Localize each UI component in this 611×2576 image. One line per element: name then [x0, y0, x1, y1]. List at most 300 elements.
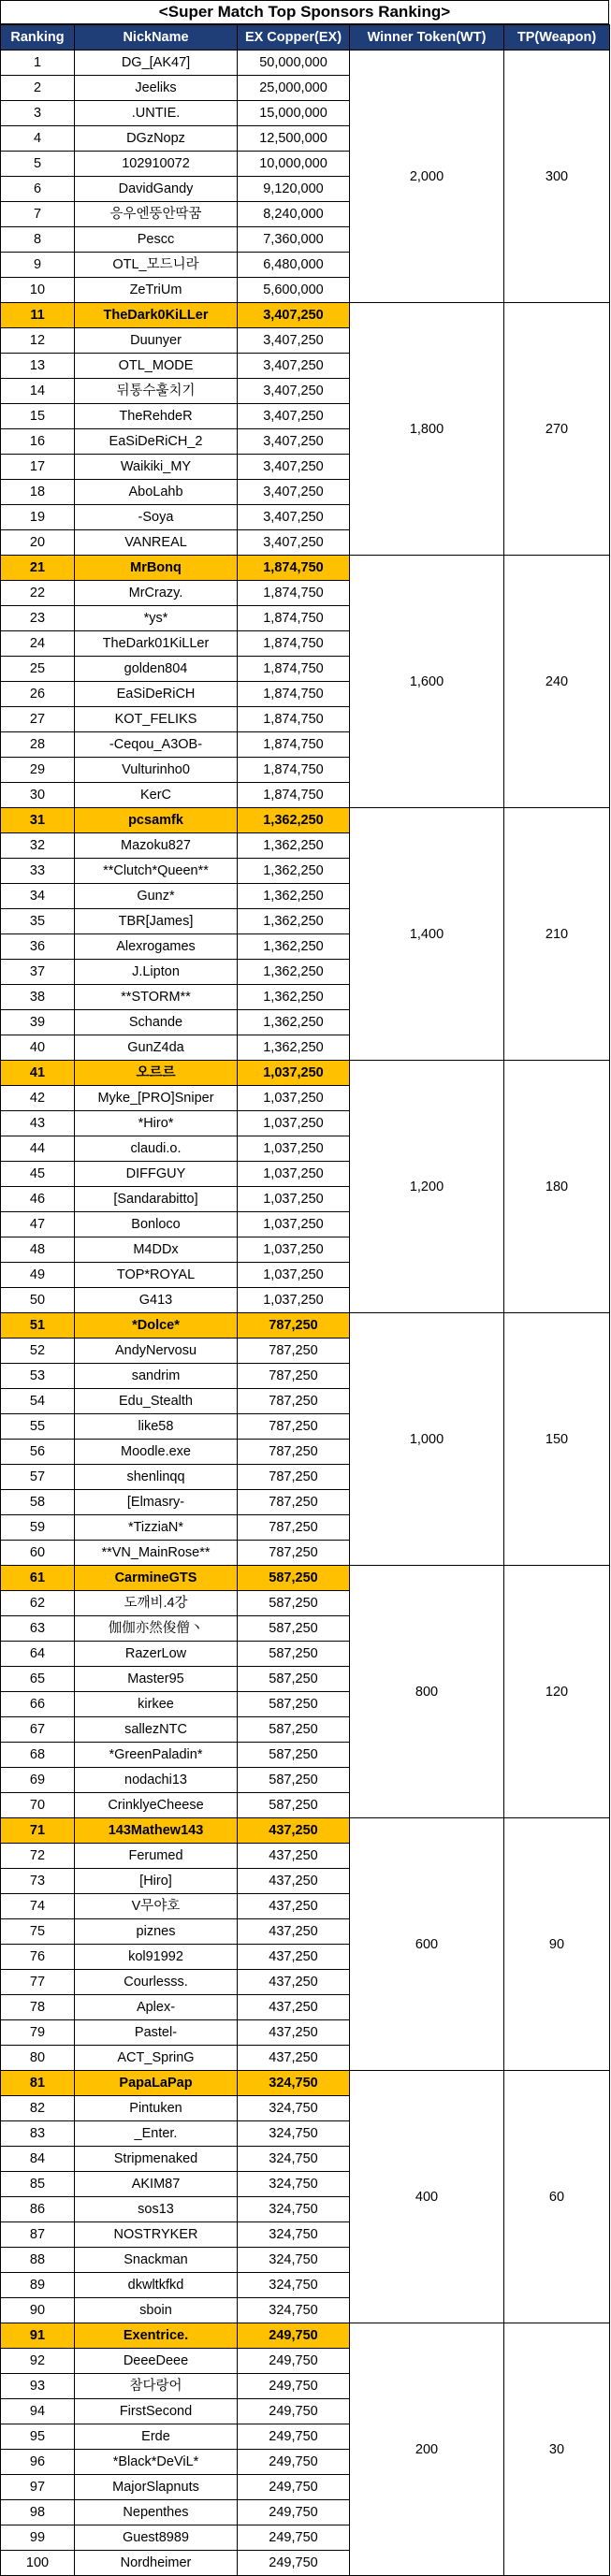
rank-cell: 38: [1, 985, 75, 1010]
rank-cell: 73: [1, 1869, 75, 1894]
winner-token-cell: 200: [350, 2323, 504, 2576]
rank-cell: 69: [1, 1768, 75, 1793]
nickname-cell: *Hiro*: [75, 1111, 238, 1136]
ex-copper-cell: 1,874,750: [238, 783, 350, 808]
nickname-cell: VANREAL: [75, 530, 238, 556]
ex-copper-cell: 249,750: [238, 2374, 350, 2399]
rank-cell: 18: [1, 480, 75, 505]
ex-copper-cell: 324,750: [238, 2121, 350, 2147]
rank-cell: 62: [1, 1591, 75, 1616]
ex-copper-cell: 787,250: [238, 1389, 350, 1414]
nickname-cell: Aplex-: [75, 1995, 238, 2020]
nickname-cell: Moodle.exe: [75, 1440, 238, 1465]
nickname-cell: **Clutch*Queen**: [75, 859, 238, 884]
nickname-cell: **STORM**: [75, 985, 238, 1010]
nickname-cell: TheDark0KiLLer: [75, 303, 238, 328]
winner-token-cell: 1,800: [350, 303, 504, 556]
nickname-cell: Exentrice.: [75, 2323, 238, 2349]
rank-cell: 66: [1, 1692, 75, 1717]
table-row: [1, 2323, 610, 2349]
nickname-cell: FirstSecond: [75, 2399, 238, 2424]
nickname-cell: ACT_SprinG: [75, 2046, 238, 2071]
nickname-cell: TBR[James]: [75, 909, 238, 934]
nickname-cell: KerC: [75, 783, 238, 808]
ex-copper-cell: 1,362,250: [238, 808, 350, 833]
nickname-cell: PapaLaPap: [75, 2071, 238, 2096]
nickname-cell: -Ceqou_A3OB-: [75, 732, 238, 758]
rank-cell: 33: [1, 859, 75, 884]
ex-copper-cell: 1,874,750: [238, 631, 350, 657]
ex-copper-cell: 1,362,250: [238, 833, 350, 859]
ex-copper-cell: 437,250: [238, 2020, 350, 2046]
nickname-cell: CarmineGTS: [75, 1566, 238, 1591]
ex-copper-cell: 324,750: [238, 2071, 350, 2096]
rank-cell: 10: [1, 278, 75, 303]
nickname-cell: M4DDx: [75, 1237, 238, 1263]
rank-cell: 58: [1, 1490, 75, 1515]
nickname-cell: Bonloco: [75, 1212, 238, 1237]
rank-cell: 68: [1, 1743, 75, 1768]
rank-cell: 98: [1, 2500, 75, 2525]
rank-cell: 50: [1, 1288, 75, 1313]
rank-cell: 83: [1, 2121, 75, 2147]
rank-cell: 81: [1, 2071, 75, 2096]
rank-cell: 16: [1, 429, 75, 455]
nickname-cell: .UNTIE.: [75, 101, 238, 126]
nickname-cell: 伽伽亦然俊僧丶: [75, 1616, 238, 1642]
ex-copper-cell: 1,874,750: [238, 581, 350, 606]
rank-cell: 9: [1, 253, 75, 278]
ex-copper-cell: 787,250: [238, 1440, 350, 1465]
ex-copper-cell: 3,407,250: [238, 328, 350, 354]
ex-copper-cell: 3,407,250: [238, 530, 350, 556]
ex-copper-cell: 12,500,000: [238, 126, 350, 152]
rank-cell: 27: [1, 707, 75, 732]
nickname-cell: Pintuken: [75, 2096, 238, 2121]
nickname-cell: Pescc: [75, 227, 238, 253]
ex-copper-cell: 1,874,750: [238, 732, 350, 758]
nickname-cell: *Dolce*: [75, 1313, 238, 1339]
rank-cell: 60: [1, 1541, 75, 1566]
ex-copper-cell: 249,750: [238, 2475, 350, 2500]
ex-copper-cell: 3,407,250: [238, 505, 350, 530]
rank-cell: 39: [1, 1010, 75, 1035]
rank-cell: 8: [1, 227, 75, 253]
nickname-cell: [Elmasry-: [75, 1490, 238, 1515]
rank-cell: 64: [1, 1642, 75, 1667]
nickname-cell: G413: [75, 1288, 238, 1313]
nickname-cell: shenlinqq: [75, 1465, 238, 1490]
nickname-cell: AboLahb: [75, 480, 238, 505]
ex-copper-cell: 1,037,250: [238, 1061, 350, 1086]
nickname-cell: [Hiro]: [75, 1869, 238, 1894]
rank-cell: 74: [1, 1894, 75, 1919]
ex-copper-cell: 3,407,250: [238, 303, 350, 328]
ex-copper-cell: 587,250: [238, 1616, 350, 1642]
nickname-cell: ZeTriUm: [75, 278, 238, 303]
ex-copper-cell: 3,407,250: [238, 404, 350, 429]
ex-copper-cell: 787,250: [238, 1414, 350, 1440]
ex-copper-cell: 324,750: [238, 2197, 350, 2222]
nickname-cell: -Soya: [75, 505, 238, 530]
rank-cell: 42: [1, 1086, 75, 1111]
rank-cell: 11: [1, 303, 75, 328]
table-row: [1, 1566, 610, 1591]
nickname-cell: Snackman: [75, 2248, 238, 2273]
rank-cell: 29: [1, 758, 75, 783]
nickname-cell: EaSiDeRiCH: [75, 682, 238, 707]
rank-cell: 85: [1, 2172, 75, 2197]
nickname-cell: TheDark01KiLLer: [75, 631, 238, 657]
rank-cell: 96: [1, 2450, 75, 2475]
rank-cell: 48: [1, 1237, 75, 1263]
nickname-cell: Mazoku827: [75, 833, 238, 859]
winner-token-cell: 1,400: [350, 808, 504, 1061]
winner-token-cell: 1,200: [350, 1061, 504, 1313]
ex-copper-cell: 437,250: [238, 1995, 350, 2020]
tp-weapon-cell: 240: [504, 556, 610, 808]
nickname-cell: Edu_Stealth: [75, 1389, 238, 1414]
ex-copper-cell: 1,362,250: [238, 1035, 350, 1061]
rank-cell: 43: [1, 1111, 75, 1136]
nickname-cell: Nordheimer: [75, 2551, 238, 2576]
ex-copper-cell: 249,750: [238, 2500, 350, 2525]
tp-weapon-cell: 60: [504, 2071, 610, 2323]
rank-cell: 23: [1, 606, 75, 631]
rank-cell: 5: [1, 152, 75, 177]
rank-cell: 84: [1, 2147, 75, 2172]
nickname-cell: piznes: [75, 1919, 238, 1945]
nickname-cell: Master95: [75, 1667, 238, 1692]
ex-copper-cell: 249,750: [238, 2450, 350, 2475]
rank-cell: 45: [1, 1162, 75, 1187]
rank-cell: 7: [1, 202, 75, 227]
ex-copper-cell: 25,000,000: [238, 76, 350, 101]
rank-cell: 88: [1, 2248, 75, 2273]
nickname-cell: Pastel-: [75, 2020, 238, 2046]
ex-copper-cell: 1,874,750: [238, 606, 350, 631]
rank-cell: 67: [1, 1717, 75, 1743]
ex-copper-cell: 787,250: [238, 1465, 350, 1490]
rank-cell: 13: [1, 354, 75, 379]
ex-copper-cell: 249,750: [238, 2349, 350, 2374]
rank-cell: 14: [1, 379, 75, 404]
nickname-cell: _Enter.: [75, 2121, 238, 2147]
rank-cell: 34: [1, 884, 75, 909]
winner-token-cell: 1,000: [350, 1313, 504, 1566]
nickname-cell: kol91992: [75, 1945, 238, 1970]
tp-weapon-cell: 210: [504, 808, 610, 1061]
ex-copper-cell: 3,407,250: [238, 429, 350, 455]
nickname-cell: DG_[AK47]: [75, 51, 238, 76]
ex-copper-cell: 787,250: [238, 1364, 350, 1389]
rank-cell: 49: [1, 1263, 75, 1288]
rank-cell: 82: [1, 2096, 75, 2121]
nickname-cell: V무야호: [75, 1894, 238, 1919]
nickname-cell: 143Mathew143: [75, 1818, 238, 1844]
nickname-cell: KOT_FELIKS: [75, 707, 238, 732]
ex-copper-cell: 6,480,000: [238, 253, 350, 278]
rank-cell: 56: [1, 1440, 75, 1465]
nickname-cell: sos13: [75, 2197, 238, 2222]
ex-copper-cell: 324,750: [238, 2248, 350, 2273]
header-winner-token: Winner Token(WT): [350, 25, 504, 51]
nickname-cell: Ferumed: [75, 1844, 238, 1869]
ex-copper-cell: 249,750: [238, 2424, 350, 2450]
rank-cell: 36: [1, 934, 75, 960]
rank-cell: 61: [1, 1566, 75, 1591]
ex-copper-cell: 1,362,250: [238, 859, 350, 884]
ex-copper-cell: 1,037,250: [238, 1263, 350, 1288]
nickname-cell: OTL_모드니라: [75, 253, 238, 278]
ex-copper-cell: 5,600,000: [238, 278, 350, 303]
rank-cell: 12: [1, 328, 75, 354]
rank-cell: 86: [1, 2197, 75, 2222]
tp-weapon-cell: 270: [504, 303, 610, 556]
nickname-cell: like58: [75, 1414, 238, 1440]
rank-cell: 17: [1, 455, 75, 480]
ex-copper-cell: 249,750: [238, 2323, 350, 2349]
tp-weapon-cell: 30: [504, 2323, 610, 2576]
ex-copper-cell: 787,250: [238, 1541, 350, 1566]
nickname-cell: DIFFGUY: [75, 1162, 238, 1187]
ex-copper-cell: 9,120,000: [238, 177, 350, 202]
ex-copper-cell: 1,362,250: [238, 985, 350, 1010]
rank-cell: 72: [1, 1844, 75, 1869]
rank-cell: 78: [1, 1995, 75, 2020]
rank-cell: 54: [1, 1389, 75, 1414]
nickname-cell: TheRehdeR: [75, 404, 238, 429]
ex-copper-cell: 587,250: [238, 1566, 350, 1591]
ex-copper-cell: 1,037,250: [238, 1111, 350, 1136]
rank-cell: 6: [1, 177, 75, 202]
winner-token-cell: 1,600: [350, 556, 504, 808]
ex-copper-cell: 1,037,250: [238, 1237, 350, 1263]
rank-cell: 41: [1, 1061, 75, 1086]
ex-copper-cell: 437,250: [238, 1970, 350, 1995]
nickname-cell: Jeeliks: [75, 76, 238, 101]
nickname-cell: Erde: [75, 2424, 238, 2450]
ex-copper-cell: 1,874,750: [238, 707, 350, 732]
ex-copper-cell: 249,750: [238, 2399, 350, 2424]
rank-cell: 97: [1, 2475, 75, 2500]
nickname-cell: MrBonq: [75, 556, 238, 581]
table-row: [1, 1818, 610, 1844]
ex-copper-cell: 587,250: [238, 1768, 350, 1793]
rank-cell: 76: [1, 1945, 75, 1970]
header-row: [1, 25, 610, 51]
nickname-cell: Nepenthes: [75, 2500, 238, 2525]
ex-copper-cell: 1,874,750: [238, 758, 350, 783]
ex-copper-cell: 324,750: [238, 2096, 350, 2121]
rank-cell: 59: [1, 1515, 75, 1541]
nickname-cell: sboin: [75, 2298, 238, 2323]
table-row: [1, 51, 610, 76]
ex-copper-cell: 3,407,250: [238, 354, 350, 379]
rank-cell: 95: [1, 2424, 75, 2450]
ex-copper-cell: 1,037,250: [238, 1136, 350, 1162]
rank-cell: 22: [1, 581, 75, 606]
nickname-cell: DeeeDeee: [75, 2349, 238, 2374]
nickname-cell: 응우엔뚱안딱꿈: [75, 202, 238, 227]
nickname-cell: sandrim: [75, 1364, 238, 1389]
ex-copper-cell: 437,250: [238, 1945, 350, 1970]
ex-copper-cell: 324,750: [238, 2222, 350, 2248]
rank-cell: 19: [1, 505, 75, 530]
ex-copper-cell: 1,037,250: [238, 1288, 350, 1313]
ex-copper-cell: 15,000,000: [238, 101, 350, 126]
rank-cell: 75: [1, 1919, 75, 1945]
ex-copper-cell: 437,250: [238, 2046, 350, 2071]
rank-cell: 1: [1, 51, 75, 76]
rank-cell: 15: [1, 404, 75, 429]
ex-copper-cell: 437,250: [238, 1844, 350, 1869]
ex-copper-cell: 1,362,250: [238, 1010, 350, 1035]
ex-copper-cell: 324,750: [238, 2147, 350, 2172]
table-row: [1, 556, 610, 581]
ex-copper-cell: 437,250: [238, 1894, 350, 1919]
rank-cell: 100: [1, 2551, 75, 2576]
ex-copper-cell: 7,360,000: [238, 227, 350, 253]
rank-cell: 52: [1, 1339, 75, 1364]
table-row: [1, 303, 610, 328]
winner-token-cell: 2,000: [350, 51, 504, 303]
rank-cell: 65: [1, 1667, 75, 1692]
ex-copper-cell: 1,037,250: [238, 1187, 350, 1212]
ex-copper-cell: 437,250: [238, 1869, 350, 1894]
rank-cell: 30: [1, 783, 75, 808]
ex-copper-cell: 1,362,250: [238, 960, 350, 985]
nickname-cell: TOP*ROYAL: [75, 1263, 238, 1288]
nickname-cell: nodachi13: [75, 1768, 238, 1793]
winner-token-cell: 600: [350, 1818, 504, 2071]
ex-copper-cell: 787,250: [238, 1339, 350, 1364]
nickname-cell: 도깨비.4강: [75, 1591, 238, 1616]
rank-cell: 26: [1, 682, 75, 707]
nickname-cell: *Black*DeViL*: [75, 2450, 238, 2475]
rank-cell: 94: [1, 2399, 75, 2424]
table-row: [1, 1313, 610, 1339]
tp-weapon-cell: 90: [504, 1818, 610, 2071]
ex-copper-cell: 249,750: [238, 2551, 350, 2576]
nickname-cell: golden804: [75, 657, 238, 682]
rank-cell: 47: [1, 1212, 75, 1237]
tp-weapon-cell: 120: [504, 1566, 610, 1818]
ex-copper-cell: 1,362,250: [238, 884, 350, 909]
ex-copper-cell: 8,240,000: [238, 202, 350, 227]
nickname-cell: EaSiDeRiCH_2: [75, 429, 238, 455]
ex-copper-cell: 10,000,000: [238, 152, 350, 177]
nickname-cell: Stripmenaked: [75, 2147, 238, 2172]
nickname-cell: **VN_MainRose**: [75, 1541, 238, 1566]
ex-copper-cell: 437,250: [238, 1919, 350, 1945]
nickname-cell: AndyNervosu: [75, 1339, 238, 1364]
ex-copper-cell: 3,407,250: [238, 480, 350, 505]
nickname-cell: Duunyer: [75, 328, 238, 354]
winner-token-cell: 400: [350, 2071, 504, 2323]
ex-copper-cell: 1,874,750: [238, 657, 350, 682]
rank-cell: 99: [1, 2525, 75, 2551]
nickname-cell: GunZ4da: [75, 1035, 238, 1061]
rank-cell: 79: [1, 2020, 75, 2046]
rank-cell: 46: [1, 1187, 75, 1212]
ex-copper-cell: 1,874,750: [238, 556, 350, 581]
ex-copper-cell: 437,250: [238, 1818, 350, 1844]
ex-copper-cell: 587,250: [238, 1793, 350, 1818]
ex-copper-cell: 587,250: [238, 1667, 350, 1692]
nickname-cell: J.Lipton: [75, 960, 238, 985]
tp-weapon-cell: 180: [504, 1061, 610, 1313]
rank-cell: 21: [1, 556, 75, 581]
rank-cell: 28: [1, 732, 75, 758]
header-ex-copper: EX Copper(EX): [238, 25, 350, 51]
rank-cell: 32: [1, 833, 75, 859]
rank-cell: 35: [1, 909, 75, 934]
nickname-cell: [Sandarabitto]: [75, 1187, 238, 1212]
rank-cell: 57: [1, 1465, 75, 1490]
ex-copper-cell: 587,250: [238, 1591, 350, 1616]
ex-copper-cell: 324,750: [238, 2298, 350, 2323]
header-nickname: NickName: [75, 25, 238, 51]
rank-cell: 53: [1, 1364, 75, 1389]
ex-copper-cell: 324,750: [238, 2273, 350, 2298]
ex-copper-cell: 1,037,250: [238, 1212, 350, 1237]
rank-cell: 90: [1, 2298, 75, 2323]
nickname-cell: RazerLow: [75, 1642, 238, 1667]
nickname-cell: *ys*: [75, 606, 238, 631]
ex-copper-cell: 587,250: [238, 1642, 350, 1667]
tp-weapon-cell: 300: [504, 51, 610, 303]
rank-cell: 89: [1, 2273, 75, 2298]
page-title: <Super Match Top Sponsors Ranking>: [0, 0, 609, 24]
rank-cell: 70: [1, 1793, 75, 1818]
nickname-cell: MrCrazy.: [75, 581, 238, 606]
rank-cell: 4: [1, 126, 75, 152]
ex-copper-cell: 249,750: [238, 2525, 350, 2551]
nickname-cell: CrinklyeCheese: [75, 1793, 238, 1818]
nickname-cell: 뒤통수훌치기: [75, 379, 238, 404]
ex-copper-cell: 787,250: [238, 1490, 350, 1515]
nickname-cell: *GreenPaladin*: [75, 1743, 238, 1768]
rank-cell: 71: [1, 1818, 75, 1844]
table-row: [1, 1061, 610, 1086]
nickname-cell: DGzNopz: [75, 126, 238, 152]
nickname-cell: Vulturinho0: [75, 758, 238, 783]
rank-cell: 93: [1, 2374, 75, 2399]
rank-cell: 37: [1, 960, 75, 985]
nickname-cell: NOSTRYKER: [75, 2222, 238, 2248]
rank-cell: 77: [1, 1970, 75, 1995]
nickname-cell: 오르르: [75, 1061, 238, 1086]
ex-copper-cell: 1,874,750: [238, 682, 350, 707]
nickname-cell: Courlesss.: [75, 1970, 238, 1995]
nickname-cell: Waikiki_MY: [75, 455, 238, 480]
rank-cell: 40: [1, 1035, 75, 1061]
rank-cell: 20: [1, 530, 75, 556]
rank-cell: 55: [1, 1414, 75, 1440]
nickname-cell: 참다랑어: [75, 2374, 238, 2399]
rank-cell: 31: [1, 808, 75, 833]
ranking-table: [0, 24, 610, 2576]
ex-copper-cell: 587,250: [238, 1692, 350, 1717]
winner-token-cell: 800: [350, 1566, 504, 1818]
ex-copper-cell: 3,407,250: [238, 455, 350, 480]
ex-copper-cell: 1,037,250: [238, 1162, 350, 1187]
nickname-cell: claudi.o.: [75, 1136, 238, 1162]
nickname-cell: pcsamfk: [75, 808, 238, 833]
rank-cell: 92: [1, 2349, 75, 2374]
rank-cell: 3: [1, 101, 75, 126]
